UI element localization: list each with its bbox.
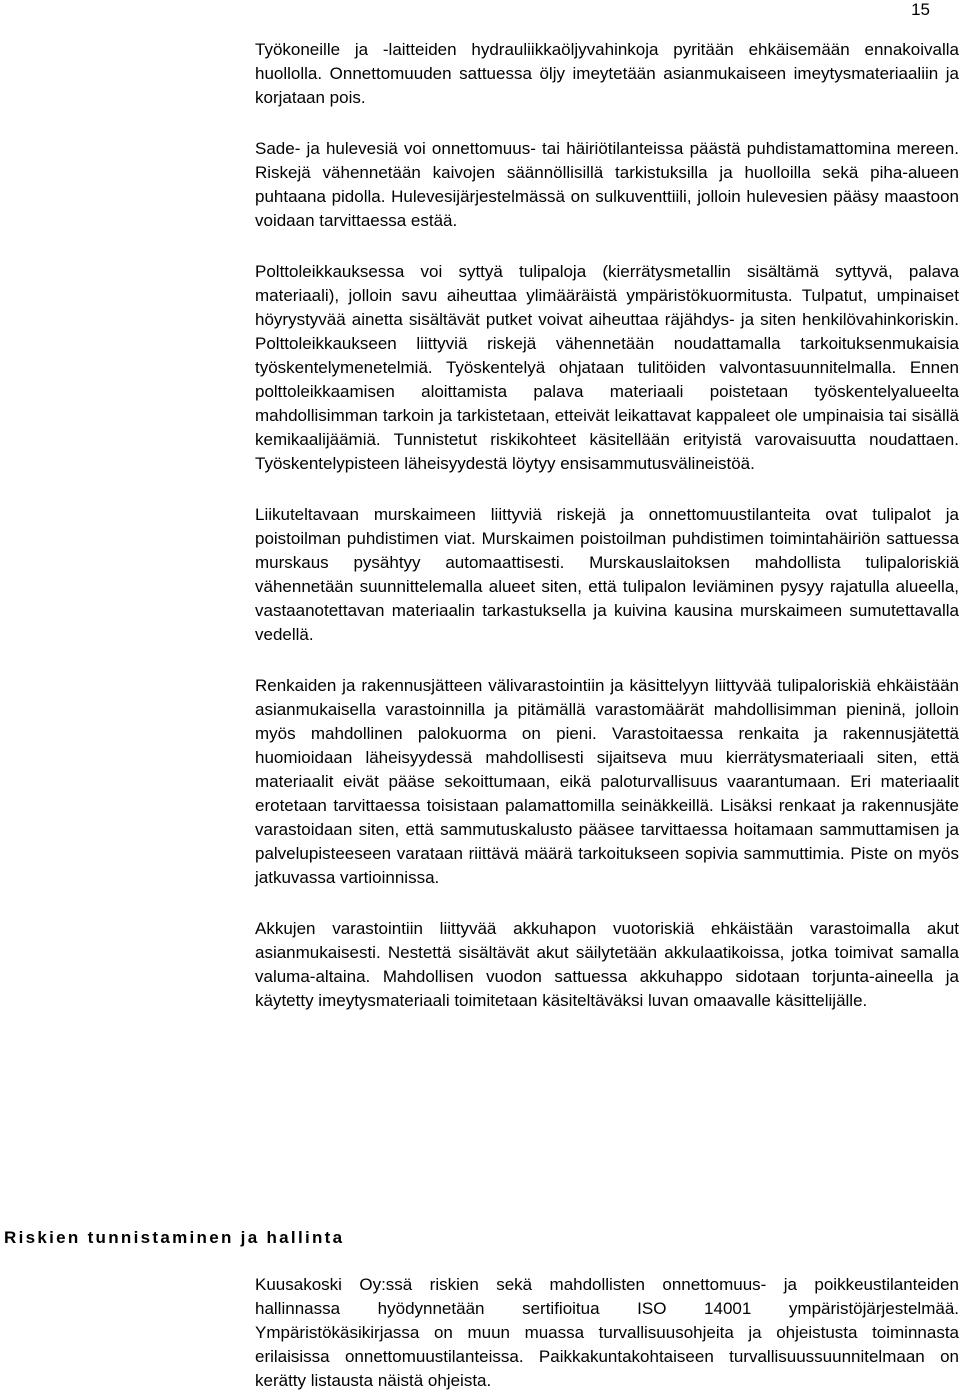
paragraph-batteries: Akkujen varastointiin liittyvää akkuhapon vuotoriskiä ehkäistään varastoimalla akut asianmukaisesti. Nestettä sisältävät akut säilytetään akkulaatikoissa, jotka toimivat samalla valuma-altaina. Mahdollisen vuodon sattuessa akkuhappo sidotaan torjunta-aineella ja käytetty imeytysmateriaali toimitetaan käsiteltäväksi luvan omaavalle käsittelijälle. [255,919,959,1010]
paragraph-stormwater: Sade- ja hulevesiä voi onnettomuus- tai häiriötilanteissa päästä puhdistamattomina mereen. Riskejä vähennetään kaivojen säännöllisillä tarkistuksilla ja huolloilla sekä piha-alueen puhtaana pidolla. Hulevesijärjestelmässä on sulkuventtiili, jolloin hulevesien pääsy maastoon voidaan tarvittaessa estää. [255,139,959,230]
paragraph-flame-cutting: Polttoleikkauksessa voi syttyä tulipaloja (kierrätysmetallin sisältämä syttyvä, palava materiaali), jolloin savu aiheuttaa ylimääräistä ympäristökuormitusta. Tulpatut, umpinaiset höyrystyvää ainetta sisältävät putket voivat aiheuttaa räjähdys- ja siten henkilövahinkoriskin. Polttoleikkaukseen liittyviä riskejä vähennetään noudattamalla tarkoituksenmukaisia työskentelymenetelmiä. Työskentelyä ohjataan tulitöiden valvontasuunnitelmalla. Ennen polttoleikkaamisen aloittamista palava materiaali poistetaan työskentelyalueelta mahdollisimman tarkoin ja tarkistetaan, etteivät leikattavat kappaleet ole umpinaisia tai sisällä kemikaalijäämiä. Tunnistetut riskikohteet käsitellään erityistä varovaisuutta noudattaen. Työskentelypisteen läheisyydestä löytyy ensisammutusvälineistöä. [255,262,959,473]
section-body [255,1273,959,1393]
paragraph-hydraulic-oil: Työkoneille ja -laitteiden hydrauliikkaöljyvahinkoja pyritään ehkäisemään ennakoivalla huollolla. Onnettomuuden sattuessa öljy imeytetään asianmukaiseen imeytysmateriaaliin ja korjataan pois. [255,40,959,107]
paragraph-crusher: Liikuteltavaan murskaimeen liittyviä riskejä ja onnettomuustilanteita ovat tulipalot ja poistoilman puhdistimen viat. Murskaimen poistoilman puhdistimen toimintahäiriön sattuessa murskaus pysähtyy automaattisesti. Murskauslaitoksen mahdollista tulipaloriskiä vähennetään suunnittelemalla alueet siten, että tulipalon leviäminen pysyy rajatulla alueella, vastaanotettavan materiaalin tarkastuksella ja kuivina kausina murskaimeen sumutettavalla vedellä. [255,505,959,644]
page-number: 15 [911,0,930,19]
paragraph-risk-management: Kuusakoski Oy:ssä riskien sekä mahdollisten onnettomuus- ja poikkeustilanteiden hallinnassa hyödynnetään sertifioitua ISO 14001 ympäristöjärjestelmää. Ympäristökäsikirjassa on muun muassa turvallisuusohjeita ja ohjeistusta toiminnasta erilaisissa onnettomuustilanteissa. Paikkakuntakohtaiseen turvallisuussuunnitelmaan on kerätty listausta näistä ohjeista. [255,1275,959,1390]
body-text [255,38,959,1013]
section-heading: Riskien tunnistaminen ja hallinta [4,1228,345,1247]
paragraph-tyres-construction-waste: Renkaiden ja rakennusjätteen välivarastointiin ja käsittelyyn liittyvää tulipaloriskiä ehkäistään asianmukaisella varastoinnilla ja pitämällä varastomäärät mahdollisimman pieninä, jolloin myös mahdollinen palokuorma on pieni. Varastoitaessa renkaita ja rakennusjätettä huomioidaan läheisyydessä mahdollisesti sijaitseva muu kierrätysmateriaali siten, että materiaalit eivät pääse sekoittumaan, eikä paloturvallisuus vaarantumaan. Eri materiaalit erotetaan tarvittaessa toisistaan palamattomilla seinäkkeillä. Lisäksi renkaat ja rakennusjäte varastoidaan siten, että sammutuskalusto pääsee tarvittaessa hoitamaan sammuttamisen ja palvelupisteeseen varataan riittävä määrä tarkoitukseen sopivia sammuttimia. Piste on myös jatkuvassa vartioinnissa. [255,676,959,887]
